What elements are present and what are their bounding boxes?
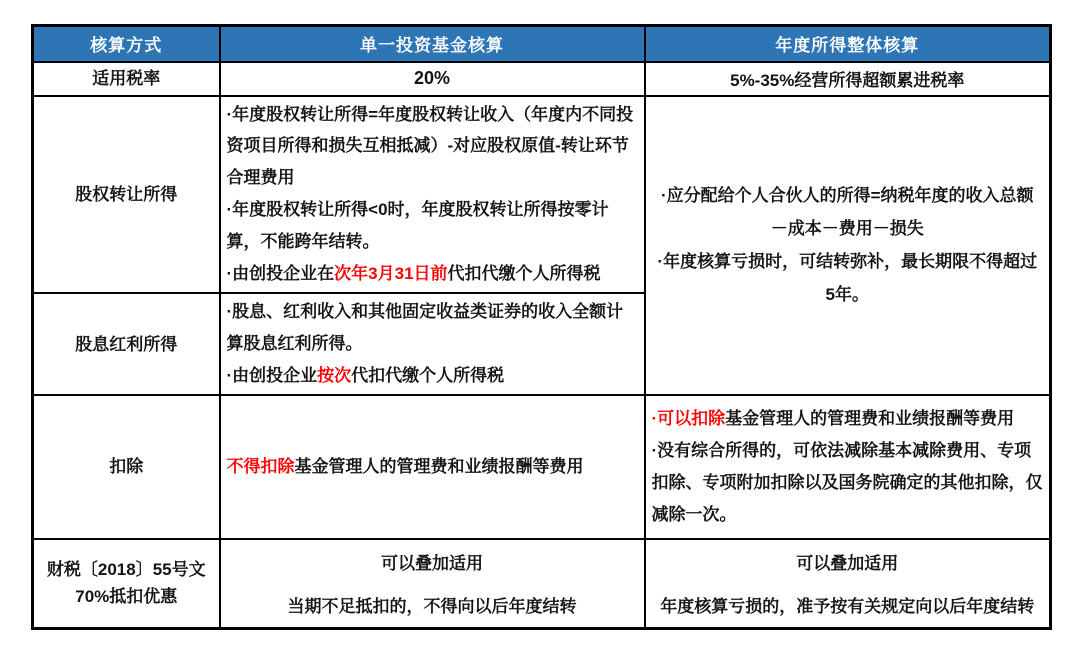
bullet-line xyxy=(227,258,640,290)
caishui-55-single-fund-cell xyxy=(220,539,645,628)
text-segment: 基金管理人的管理费和业绩报酬等费用 xyxy=(294,457,584,477)
text-segment: ·由创投企业在 xyxy=(226,264,335,284)
bullet-line xyxy=(654,245,1042,311)
deduction-single-fund-cell xyxy=(220,395,645,539)
annual-overall-merged-cell xyxy=(645,96,1051,396)
dividend-single-fund-cell xyxy=(220,293,645,395)
highlighted-per-occurrence-text: 按次 xyxy=(317,366,352,386)
bullet-line xyxy=(227,451,640,483)
header-annual-overall: 年度所得整体核算 xyxy=(645,26,1051,62)
label-line: 财税〔2018〕55号文 xyxy=(46,560,206,580)
caishui-55-label xyxy=(33,539,220,628)
tax-rate-annual-overall: 5%-35%经营所得超额累进税率 xyxy=(645,62,1051,96)
text-segment: 代扣代缴个人所得税 xyxy=(351,366,505,386)
bullet-line xyxy=(654,179,1042,245)
bullet-line xyxy=(227,194,640,258)
text-segment: ·年度核算亏损时，可结转弥补，最长期限不得超过5年。 xyxy=(657,252,1038,305)
text-segment: ·没有综合所得的，可依法减除基本减除费用、专项扣除、专项附加扣除以及国务院确定的其他扣除，仅减除一次。 xyxy=(651,441,1043,525)
text-segment: 代扣代缴个人所得税 xyxy=(447,264,601,284)
header-row xyxy=(33,26,1051,62)
text-line: 可以叠加适用 xyxy=(381,554,483,574)
deduction-row xyxy=(33,395,1051,539)
highlighted-not-deductible-text: 不得扣除 xyxy=(226,457,295,477)
tax-rate-label: 适用税率 xyxy=(33,62,220,96)
tax-comparison-table xyxy=(31,24,1052,630)
text-segment: ·年度股权转让所得<0时，年度股权转让所得按零计算，不能跨年结转。 xyxy=(226,200,609,252)
text-segment: ·股息、红利收入和其他固定收益类证券的收入全额计算股息红利所得。 xyxy=(226,302,624,354)
caishui-55-annual-overall-cell xyxy=(645,539,1051,628)
bullet-line xyxy=(652,403,1046,435)
equity-transfer-row xyxy=(33,96,1051,294)
header-method: 核算方式 xyxy=(33,26,220,62)
highlighted-deductible-text: ·可以扣除 xyxy=(651,409,726,429)
equity-transfer-label: 股权转让所得 xyxy=(33,96,220,294)
text-segment: ·应分配给个人合伙人的所得=纳税年度的收入总额－成本－费用－损失 xyxy=(660,186,1034,239)
bullet-line xyxy=(227,360,640,392)
bullet-line xyxy=(652,435,1046,531)
highlighted-deadline-text: 次年3月31日前 xyxy=(334,264,448,284)
tax-rate-single-fund: 20% xyxy=(220,62,645,96)
caishui-55-row xyxy=(33,539,1051,628)
text-line: 年度核算亏损的，准予按有关规定向以后年度结转 xyxy=(660,597,1035,617)
tax-rate-row xyxy=(33,62,1051,96)
label-line: 70%抵扣优惠 xyxy=(75,587,178,607)
text-line: 可以叠加适用 xyxy=(796,554,899,574)
deduction-label: 扣除 xyxy=(33,395,220,539)
text-segment: 基金管理人的管理费和业绩报酬等费用 xyxy=(725,409,1015,429)
header-single-fund: 单一投资基金核算 xyxy=(220,26,645,62)
text-segment: ·由创投企业 xyxy=(226,366,318,386)
text-segment: ·年度股权转让所得=年度股权转让收入（年度内不同投资项目所得和损失互相抵减）-对应股权原值-转让环节合理费用 xyxy=(226,104,634,188)
deduction-annual-overall-cell xyxy=(645,395,1051,539)
bullet-line xyxy=(227,296,640,360)
bullet-line xyxy=(227,99,640,195)
dividend-label: 股息红利所得 xyxy=(33,293,220,395)
equity-transfer-single-fund-cell xyxy=(220,96,645,294)
text-line: 当期不足抵扣的，不得向以后年度结转 xyxy=(287,597,577,617)
